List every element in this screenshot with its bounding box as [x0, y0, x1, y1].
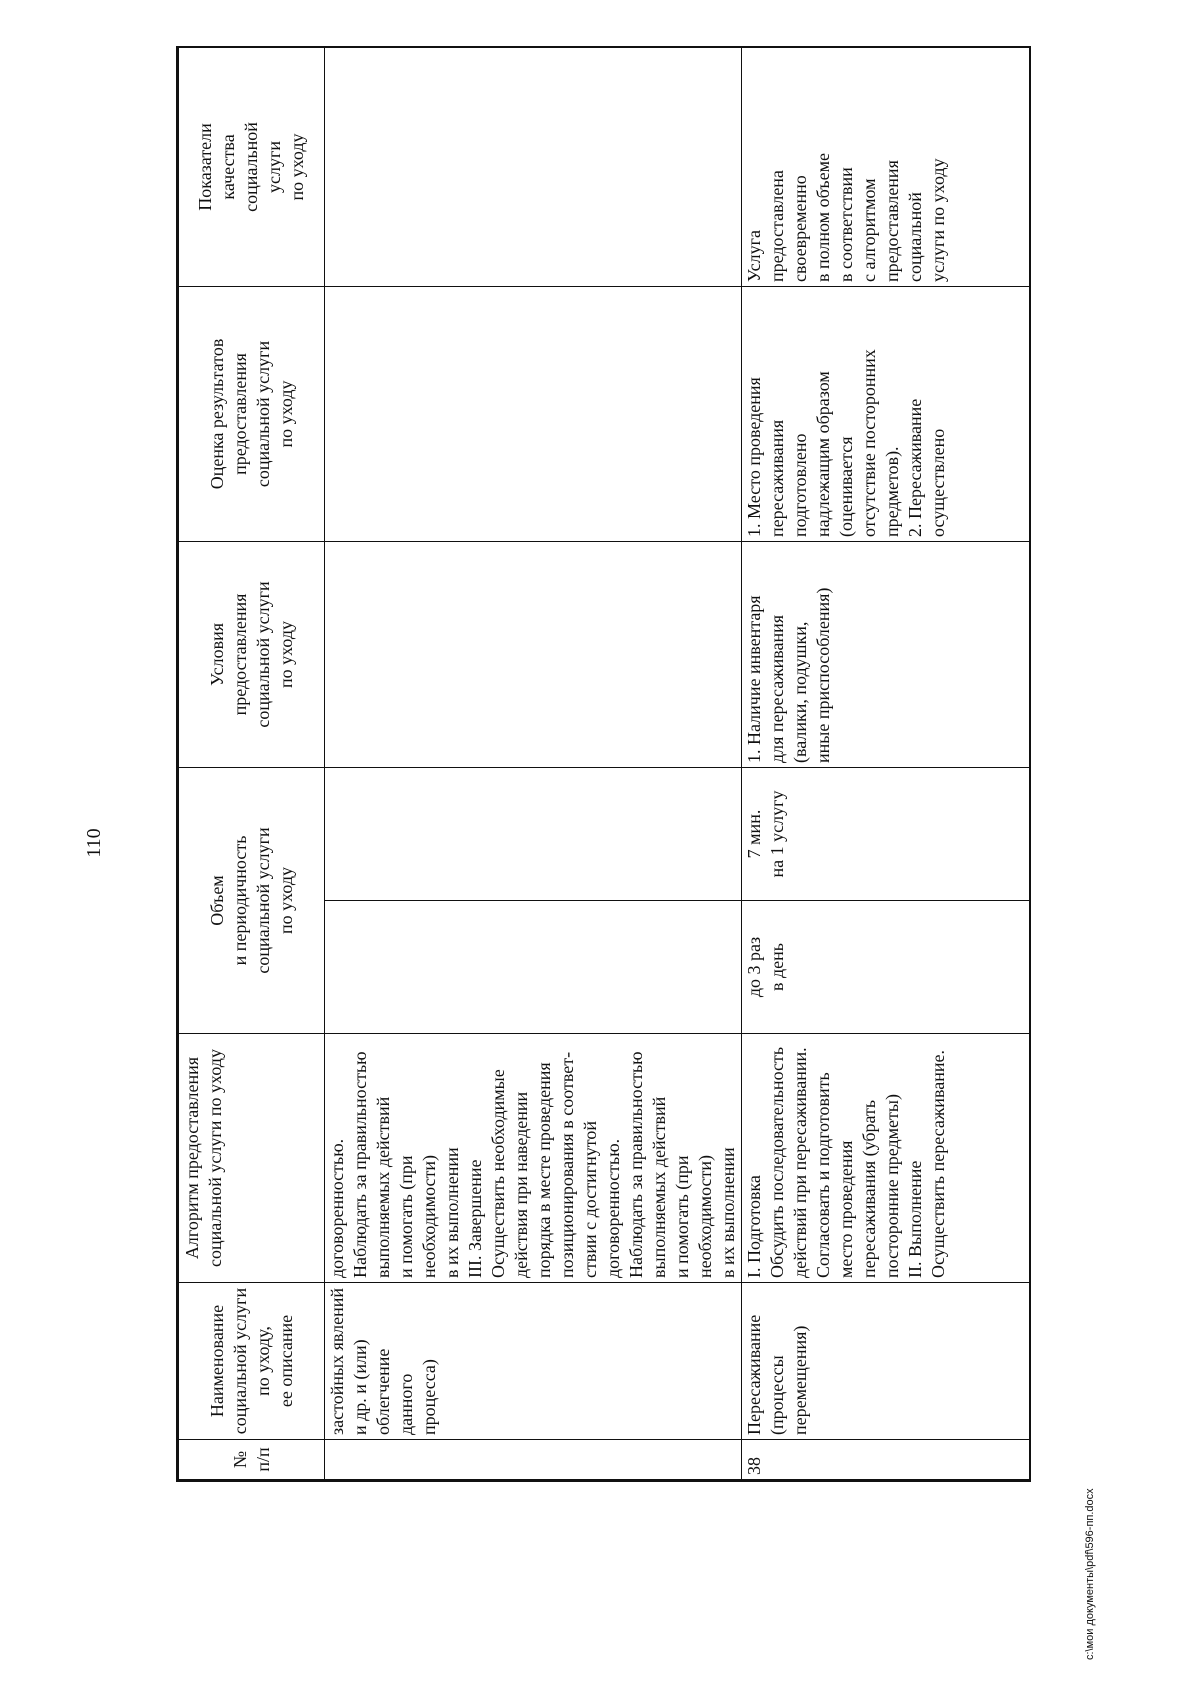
header-quality: Показатели качества социальной услуги по уходу [179, 47, 325, 286]
cell-num: 38 [742, 1440, 1032, 1480]
cell-evaluation [325, 286, 742, 541]
table-row [742, 47, 1032, 1479]
cell-num [325, 1440, 742, 1480]
cell-name: застойных явлений и др. и (или) облегчение данного процесса) [325, 1283, 742, 1440]
cell-conditions [325, 541, 742, 767]
cell-volume-frequency: до 3 раз в день [742, 901, 1032, 1034]
cell-algorithm: договоренностью. Наблюдать за правильностью выполняемых действий и помогать (при необходимости) в их выполнении III. Завершение Осуществить необходимые действия при наведении порядка в месте проведения позиционирования в соответ- ствии с достигнутой договоренностью. Наблюдать за правильностью выполняемых действий и помогать (при необходимости) в их выполнении [325, 1034, 742, 1283]
header-conditions: Условия предоставления социальной услуги по уходу [179, 541, 325, 767]
cell-quality: Услуга предоставлена своевременно в полном объеме в соответствии с алгоритмом предоставления социальной услуги по уходу [742, 47, 1032, 286]
table-row [325, 47, 742, 1479]
header-algorithm: Алгоритм предоставления социальной услуги по уходу [179, 1034, 325, 1283]
cell-volume-time [325, 767, 742, 900]
cell-name: Пересаживание (процессы перемещения) [742, 1283, 1032, 1440]
rotated-table-wrapper [178, 48, 1029, 1480]
header-name: Наименование социальной услуги по уходу, ее описание [179, 1283, 325, 1440]
footer-file-path: c:\мои документы\pdf\596-пп.docx [1084, 1488, 1096, 1660]
header-evaluation: Оценка результатов предоставления социальной услуги по уходу [179, 286, 325, 541]
cell-evaluation: 1. Место проведения пересаживания подготовлено надлежащим образом (оценивается отсутствие посторонних предметов). 2. Пересаживание осуществлено [742, 286, 1032, 541]
header-volume: Объем и периодичность социальной услуги по уходу [179, 767, 325, 1033]
cell-volume-time: 7 мин. на 1 услугу [742, 767, 1032, 900]
cell-volume-frequency [325, 901, 742, 1034]
cell-quality [325, 47, 742, 286]
page-number: 110 [83, 828, 105, 858]
social-services-table [178, 47, 1031, 1480]
services-table-frame [176, 46, 1031, 1482]
cell-algorithm: I. Подготовка Обсудить последовательность действий при пересаживании. Согласовать и подготовить место проведения пересаживания (убрать посторонние предметы) II. Выполнение Осуществить пересаживание. [742, 1034, 1032, 1283]
header-num: № п/п [179, 1440, 325, 1480]
cell-conditions: 1. Наличие инвентаря для пересаживания (валики, подушки, иные приспособления) [742, 541, 1032, 767]
table-header-row [179, 47, 325, 1479]
